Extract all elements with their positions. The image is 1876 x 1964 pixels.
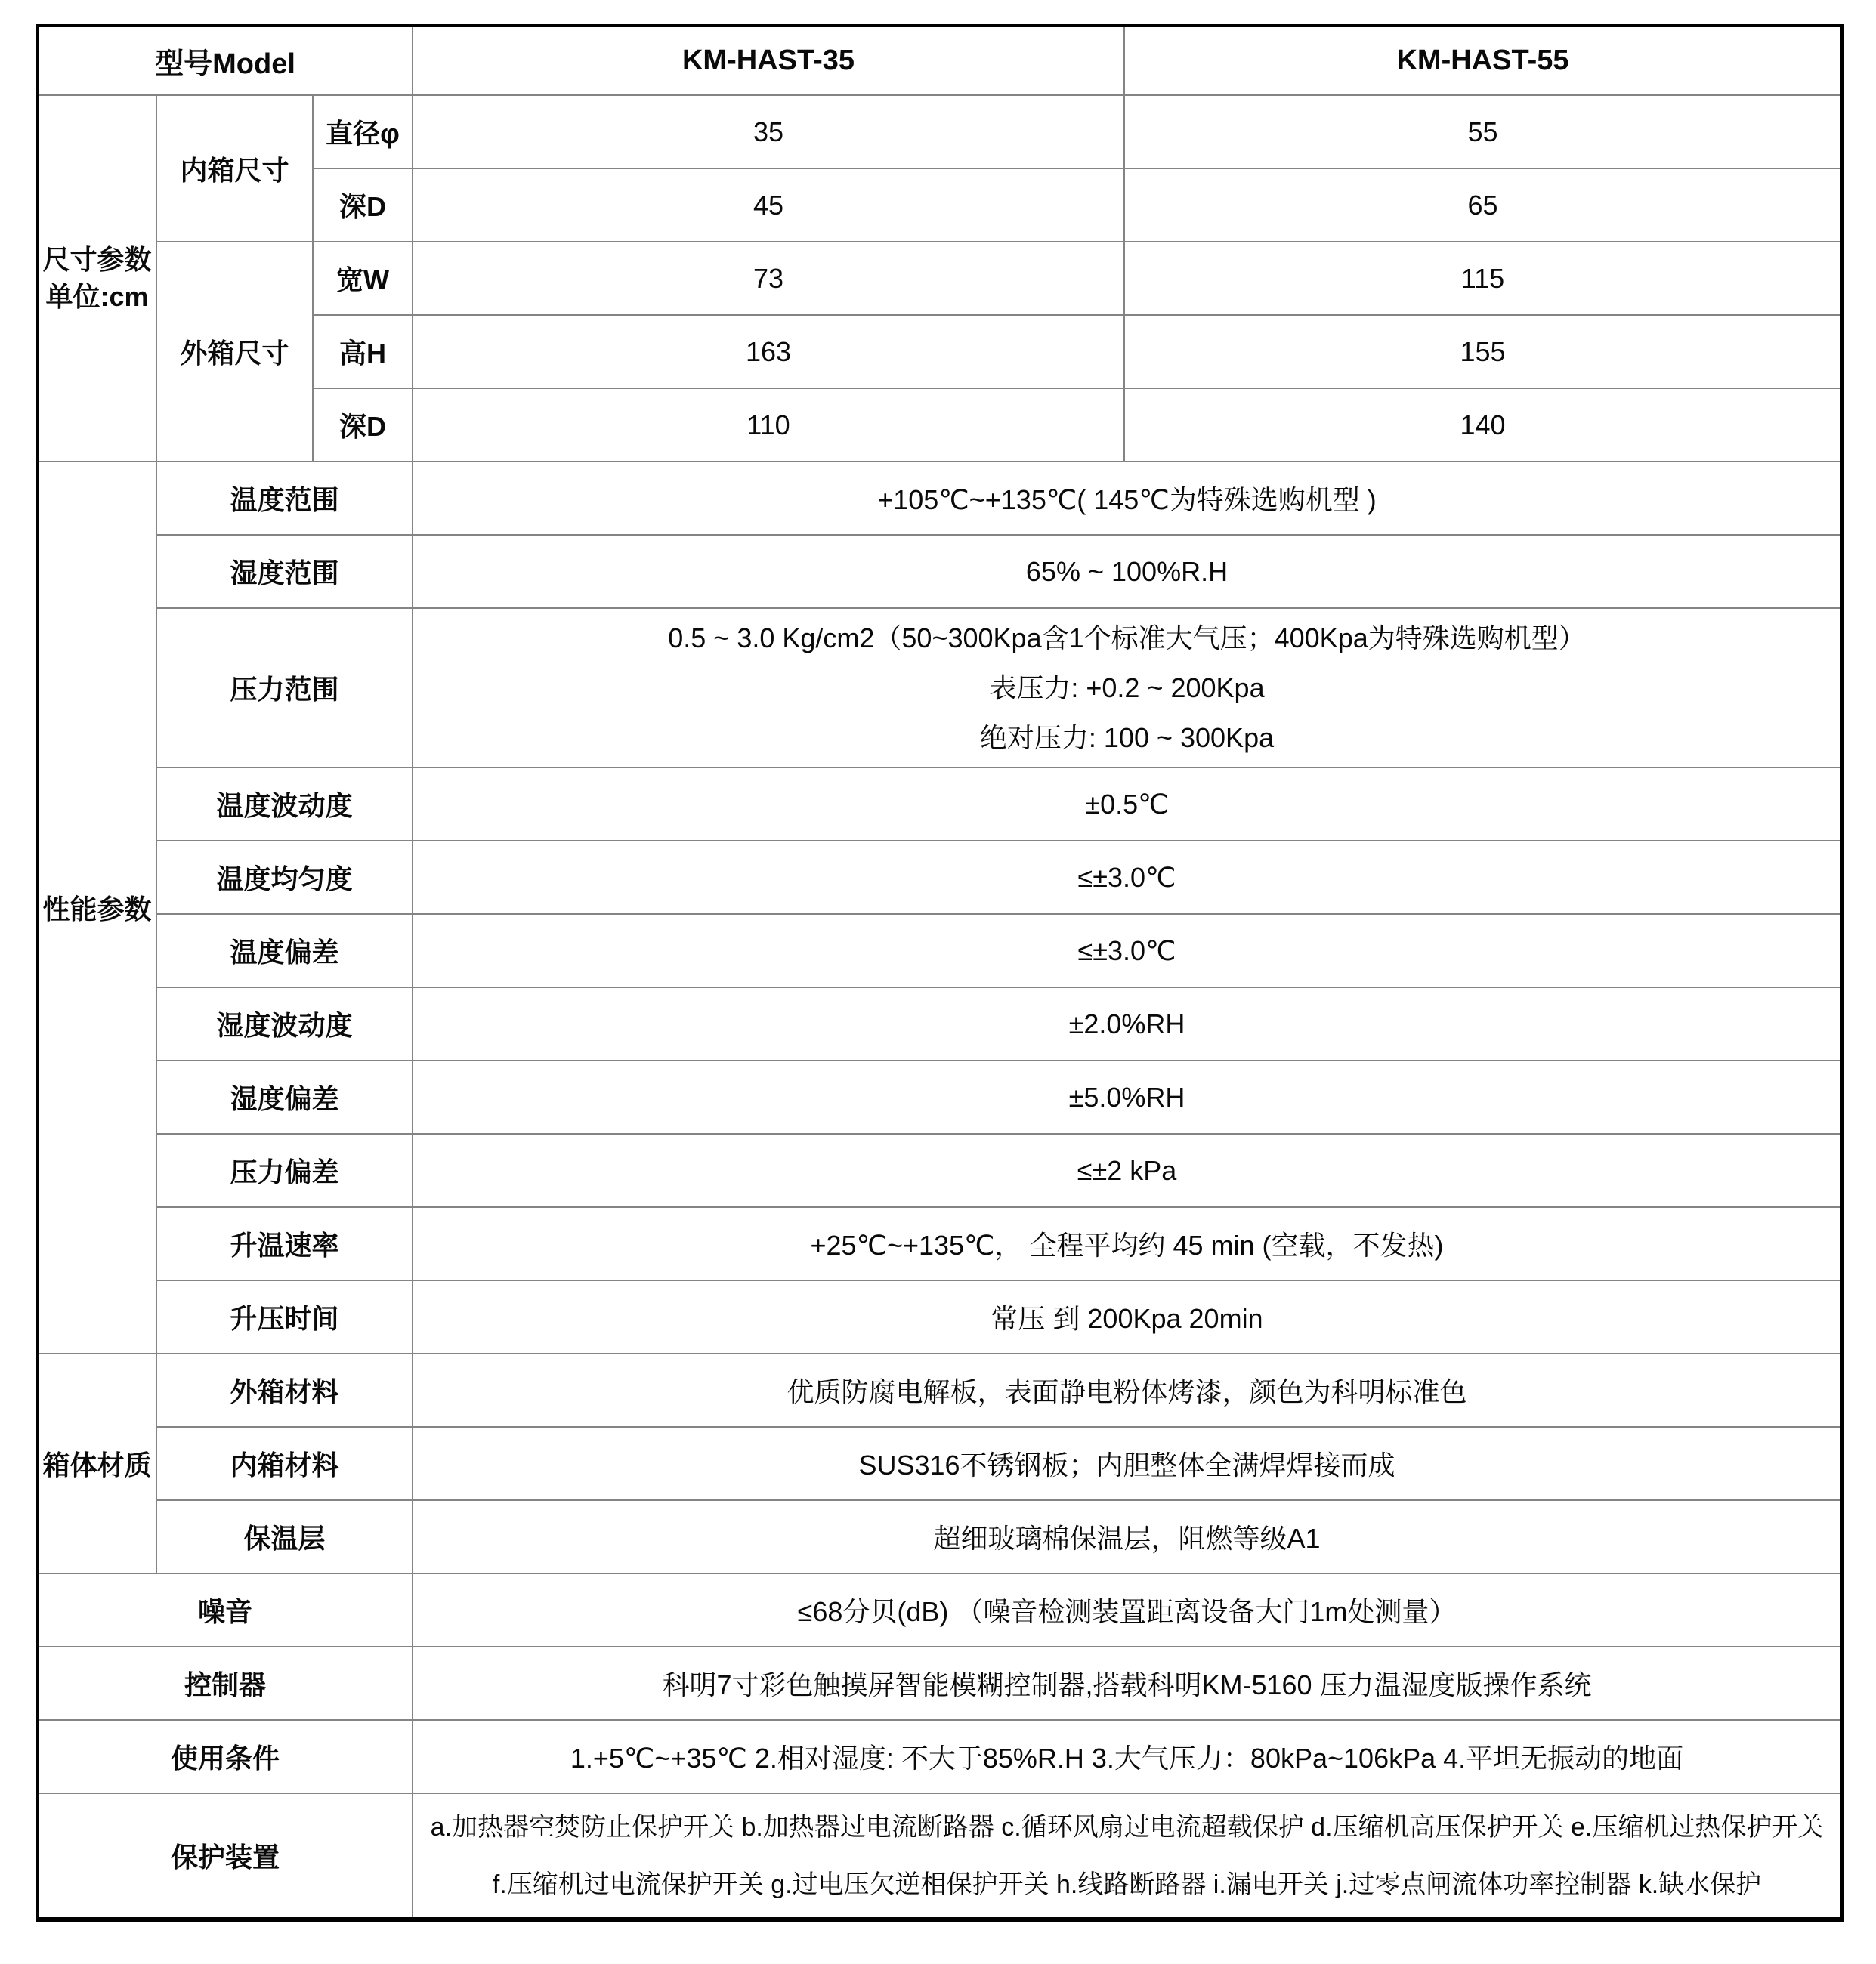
table-row (37, 1280, 1842, 1354)
controller-label: 控制器 (37, 1647, 413, 1720)
table-row (37, 1647, 1842, 1720)
pressure-range-line1: 0.5 ~ 3.0 Kg/cm2（50~300Kpa含1个标准大气压；400Kpa为特殊选购机型） (668, 622, 1586, 653)
table-row (37, 242, 1842, 315)
dim-value-1: 45 (413, 168, 1124, 242)
dim-group-label-line1: 尺寸参数 (42, 243, 152, 275)
dim-value-1: 73 (413, 242, 1124, 315)
perf-row-value: +105℃~+135℃( 145℃为特殊选购机型 ) (413, 462, 1842, 535)
perf-row-label: 压力范围 (156, 608, 413, 767)
dim-row-label: 深D (313, 168, 413, 242)
table-row (37, 608, 1842, 767)
table-row (37, 987, 1842, 1061)
dim-value-1: 35 (413, 95, 1124, 168)
table-row (37, 1573, 1842, 1647)
header-model-2: KM-HAST-55 (1124, 26, 1842, 95)
noise-value: ≤68分贝(dB) （噪音检测装置距离设备大门1m处测量） (413, 1573, 1842, 1647)
header-row (37, 26, 1842, 95)
perf-row-label: 升温速率 (156, 1207, 413, 1280)
perf-row-value: 65% ~ 100%R.H (413, 535, 1842, 608)
perf-group-label: 性能参数 (37, 462, 156, 1354)
perf-row-value: +25℃~+135℃， 全程平均约 45 min (空载，不发热) (413, 1207, 1842, 1280)
perf-row-label: 湿度范围 (156, 535, 413, 608)
table-row (37, 1720, 1842, 1793)
spec-table (36, 24, 1844, 1922)
header-model-1: KM-HAST-35 (413, 26, 1124, 95)
noise-label: 噪音 (37, 1573, 413, 1647)
dim-row-label: 深D (313, 388, 413, 462)
dim-row-label: 高H (313, 315, 413, 388)
material-row-label: 内箱材料 (156, 1427, 413, 1500)
perf-row-label: 温度均匀度 (156, 841, 413, 914)
perf-row-label: 温度范围 (156, 462, 413, 535)
material-row-label: 保温层 (156, 1500, 413, 1573)
header-model-label: 型号Model (37, 26, 413, 95)
perf-row-label: 湿度波动度 (156, 987, 413, 1061)
perf-row-label: 升压时间 (156, 1280, 413, 1354)
protection-label: 保护装置 (37, 1793, 413, 1919)
perf-row-label: 温度偏差 (156, 914, 413, 987)
material-row-value: 超细玻璃棉保温层，阻燃等级A1 (413, 1500, 1842, 1573)
pressure-range-line3: 绝对压力: 100 ~ 300Kpa (979, 721, 1275, 753)
protection-line2: f.压缩机过电流保护开关 g.过电压欠逆相保护开关 h.线路断路器 i.漏电开关 j.过零点闸流体功率控制器 k.缺水保护 (492, 1870, 1762, 1899)
table-row (37, 1500, 1842, 1573)
table-row (37, 914, 1842, 987)
perf-row-value: ≤±3.0℃ (413, 914, 1842, 987)
protection-value (413, 1793, 1842, 1919)
table-row (37, 462, 1842, 535)
perf-row-label: 压力偏差 (156, 1134, 413, 1207)
protection-line1: a.加热器空焚防止保护开关 b.加热器过电流断路器 c.循环风扇过电流超载保护 d.压缩机高压保护开关 e.压缩机过热保护开关 (430, 1812, 1824, 1842)
pressure-range-line2: 表压力: +0.2 ~ 200Kpa (989, 672, 1265, 703)
dim-value-2: 65 (1124, 168, 1842, 242)
perf-row-label: 湿度偏差 (156, 1061, 413, 1134)
dim-value-2: 115 (1124, 242, 1842, 315)
dim-value-2: 155 (1124, 315, 1842, 388)
perf-row-value: 常压 到 200Kpa 20min (413, 1280, 1842, 1354)
table-row (37, 767, 1842, 841)
perf-row-value: ±5.0%RH (413, 1061, 1842, 1134)
dim-group-label (37, 95, 156, 462)
material-row-label: 外箱材料 (156, 1354, 413, 1427)
controller-value: 科明7寸彩色触摸屏智能模糊控制器,搭载科明KM-5160 压力温湿度版操作系统 (413, 1647, 1842, 1720)
table-row (37, 95, 1842, 168)
table-row (37, 1207, 1842, 1280)
operating-conditions-value: 1.+5℃~+35℃ 2.相对湿度: 不大于85%R.H 3.大气压力：80kPa~106kPa 4.平坦无振动的地面 (413, 1720, 1842, 1793)
table-row (37, 535, 1842, 608)
dim-row-label: 宽W (313, 242, 413, 315)
dim-value-1: 163 (413, 315, 1124, 388)
perf-row-value (413, 608, 1842, 767)
table-row (37, 1061, 1842, 1134)
dim-inner-label: 内箱尺寸 (156, 95, 313, 242)
material-row-value: SUS316不锈钢板；内胆整体全满焊焊接而成 (413, 1427, 1842, 1500)
material-group-label: 箱体材质 (37, 1354, 156, 1573)
table-row (37, 1793, 1842, 1919)
perf-row-value: ±2.0%RH (413, 987, 1842, 1061)
table-row (37, 1427, 1842, 1500)
perf-row-value: ±0.5℃ (413, 767, 1842, 841)
table-row (37, 841, 1842, 914)
table-row (37, 1134, 1842, 1207)
dim-value-1: 110 (413, 388, 1124, 462)
table-row (37, 1354, 1842, 1427)
dim-value-2: 140 (1124, 388, 1842, 462)
dim-group-label-line2: 单位:cm (45, 280, 149, 312)
perf-row-value: ≤±3.0℃ (413, 841, 1842, 914)
dim-value-2: 55 (1124, 95, 1842, 168)
material-row-value: 优质防腐电解板，表面静电粉体烤漆，颜色为科明标准色 (413, 1354, 1842, 1427)
dim-outer-label: 外箱尺寸 (156, 242, 313, 462)
dim-row-label: 直径φ (313, 95, 413, 168)
perf-row-value: ≤±2 kPa (413, 1134, 1842, 1207)
operating-conditions-label: 使用条件 (37, 1720, 413, 1793)
perf-row-label: 温度波动度 (156, 767, 413, 841)
